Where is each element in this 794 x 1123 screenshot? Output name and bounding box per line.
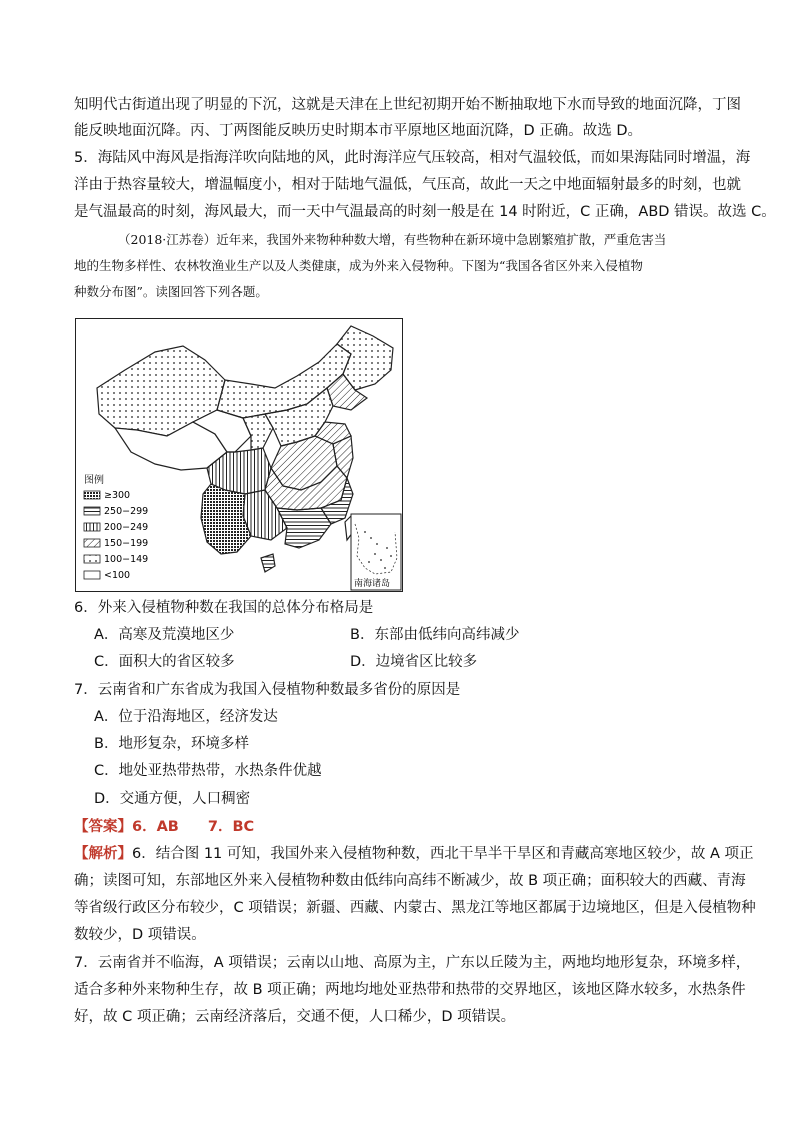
legend-label-300: ≥300 (104, 490, 131, 501)
question-6-option-a: A．高寒及荒漠地区少 (94, 627, 235, 643)
legend-label-200: 200−249 (104, 522, 149, 533)
analysis-line-1 (74, 844, 754, 864)
question-6-option-d: D．边境省区比较多 (350, 654, 478, 670)
question-5-line-2: 洋由于热容量较大，增温幅度小，相对于陆地气温低，气压高，故此一天之中地面辐射最多的时刻，也就 (74, 177, 741, 193)
analysis-line-7: 好，故 C 项正确；云南经济落后，交通不便，人口稀少，D 项错误。 (74, 1009, 516, 1025)
question-7-option-b: B．地形复杂，环境多样 (94, 736, 249, 752)
china-map (75, 318, 403, 592)
legend-label-150: 150−199 (104, 538, 149, 549)
analysis-line-2: 确；读图可知，东部地区外来入侵植物种数由低纬向高纬不断减少，故 B 项正确；面积较大的西藏、青海 (74, 873, 746, 889)
legend-title: 图例 (84, 475, 104, 486)
legend-swatch-250 (84, 507, 100, 515)
question-6-stem: 6．外来入侵植物种数在我国的总体分布格局是 (74, 600, 374, 616)
text-line-1: 知明代古街道出现了明显的下沉，这就是天津在上世纪初期开始不断抽取地下水而导致的地面沉降，丁图 (74, 97, 741, 113)
legend-label-100: 100−149 (104, 554, 149, 565)
question-7-option-a: A．位于沿海地区，经济发达 (94, 709, 278, 725)
legend-swatch-300 (84, 491, 100, 499)
passage-line-1: （2018·江苏卷）近年来，我国外来物种种数大增，有些物种在新环境中急剧繁殖扩散，严重危害当 (118, 232, 667, 247)
answer-line (74, 817, 254, 837)
legend-label-under100: <100 (104, 570, 131, 581)
passage-line-2: 地的生物多样性、农林牧渔业生产以及人类健康，成为外来入侵物种。下图为“我国各省区外来入侵植物 (74, 258, 643, 273)
analysis-text-1: 6．结合图 11 可知，我国外来入侵植物种数，西北干旱半干旱区和青藏高寒地区较少，故 A 项正 (132, 846, 754, 862)
answer-label: 【答案】 (74, 819, 132, 835)
question-7-option-c: C．地处亚热带热带，水热条件优越 (94, 763, 322, 779)
question-6-option-b: B．东部由低纬向高纬减少 (350, 627, 520, 643)
passage-line-3: 种数分布图”。读图回答下列各题。 (74, 284, 268, 299)
legend-swatch-100 (84, 555, 100, 563)
region-yunnan (201, 484, 251, 554)
analysis-label: 【解析】 (74, 846, 132, 862)
question-5-line-1: 5．海陆风中海风是指海洋吹向陆地的风，此时海洋应气压较高，相对气温较低，而如果海陆同时增温，海 (74, 150, 751, 166)
analysis-line-5: 7．云南省并不临海，A 项错误；云南以山地、高原为主，广东以丘陵为主，两地均地形复杂，环境多样， (74, 955, 751, 971)
legend-label-250: 250−299 (104, 506, 149, 517)
question-5-line-3: 是气温最高的时刻，海风最大，而一天中气温最高的时刻一般是在 14 时附近，C 正确，ABD 错误。故选 C。 (74, 204, 776, 220)
question-7-stem: 7．云南省和广东省成为我国入侵植物种数最多省份的原因是 (74, 682, 461, 698)
text-line-2: 能反映地面沉降。丙、丁两图能反映历史时期本市平原地区地面沉降，D 正确。故选 D。 (74, 123, 643, 139)
legend-swatch-under100 (84, 571, 100, 579)
inset-label: 南海诸岛 (354, 579, 391, 589)
question-7-option-d: D．交通方便，人口稠密 (94, 791, 251, 807)
analysis-line-3: 等省级行政区分布较少，C 项错误；新疆、西藏、内蒙古、黑龙江等地区都属于边境地区，但是入侵植物种 (74, 900, 756, 916)
question-6-option-c: C．面积大的省区较多 (94, 654, 235, 670)
answer-text: 6．AB 7．BC (132, 819, 255, 835)
analysis-line-6: 适合多种外来物种生存，故 B 项正确；两地均地处亚热带和热带的交界地区，该地区降水较多，水热条件 (74, 982, 746, 998)
legend-swatch-150 (84, 539, 100, 547)
analysis-line-4: 数较少，D 项错误。 (74, 927, 206, 943)
legend-swatch-200 (84, 523, 100, 531)
